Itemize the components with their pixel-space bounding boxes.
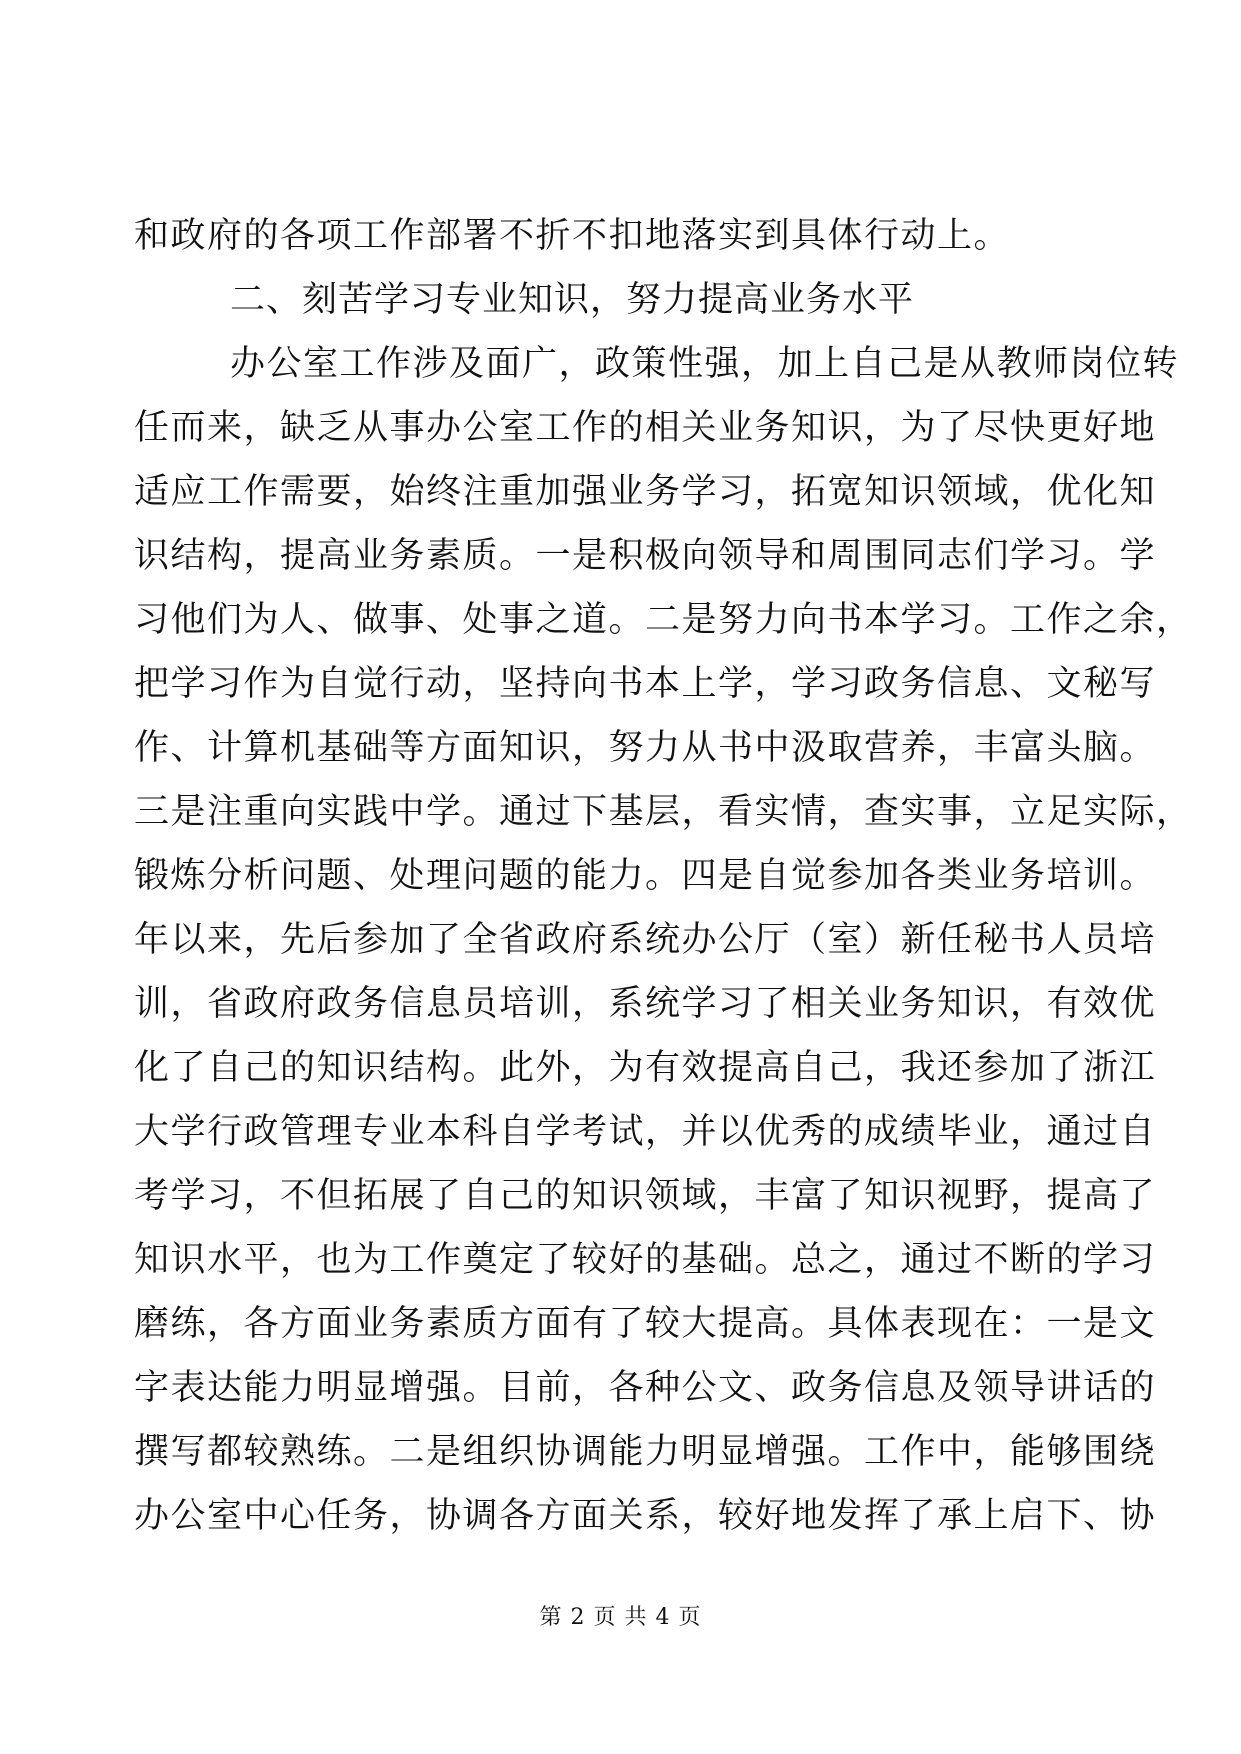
text-line: 办公室中心任务，协调各方面关系，较好地发挥了承上启下、协	[134, 1496, 1157, 1536]
text-line: 三是注重向实践中学。通过下基层，看实情，查实事，立足实际，	[134, 792, 1193, 832]
text-line: 训，省政府政务信息员培训，系统学习了相关业务知识，有效优	[134, 984, 1157, 1024]
body-text	[134, 204, 1193, 1548]
text-line: 撰写都较熟练。二是组织协调能力明显增强。工作中，能够围绕	[134, 1432, 1157, 1472]
text-line: 年以来，先后参加了全省政府系统办公厅（室）新任秘书人员培	[134, 920, 1157, 960]
text-line: 大学行政管理专业本科自学考试，并以优秀的成绩毕业，通过自	[134, 1112, 1157, 1152]
text-line: 把学习作为自觉行动，坚持向书本上学，学习政务信息、文秘写	[134, 664, 1157, 704]
page-footer: 第 2 页 共 4 页	[539, 1605, 702, 1630]
text-line: 和政府的各项工作部署不折不扣地落实到具体行动上。	[134, 216, 1011, 256]
text-line: 字表达能力明显增强。目前，各种公文、政务信息及领导讲话的	[134, 1368, 1157, 1408]
text-line: 锻炼分析问题、处理问题的能力。四是自觉参加各类业务培训。	[134, 856, 1157, 896]
text-line: 识结构，提高业务素质。一是积极向领导和周围同志们学习。学	[134, 536, 1157, 576]
text-line: 化了自己的知识结构。此外，为有效提高自己，我还参加了浙江	[134, 1048, 1157, 1088]
section-heading: 二、刻苦学习专业知识，努力提高业务水平	[230, 280, 915, 320]
text-line: 适应工作需要，始终注重加强业务学习，拓宽知识领域，优化知	[134, 472, 1157, 512]
text-line: 作、计算机基础等方面知识，努力从书中汲取营养，丰富头脑。	[134, 728, 1157, 768]
paragraph-first-line: 办公室工作涉及面广，政策性强，加上自己是从教师岗位转	[230, 344, 1180, 384]
text-line: 考学习，不但拓展了自己的知识领域，丰富了知识视野，提高了	[134, 1176, 1157, 1216]
text-line: 任而来，缺乏从事办公室工作的相关业务知识，为了尽快更好地	[134, 408, 1157, 448]
text-line: 习他们为人、做事、处事之道。二是努力向书本学习。工作之余，	[134, 600, 1193, 640]
text-line: 知识水平，也为工作奠定了较好的基础。总之，通过不断的学习	[134, 1240, 1157, 1280]
text-line: 磨练，各方面业务素质方面有了较大提高。具体表现在：一是文	[134, 1304, 1157, 1344]
